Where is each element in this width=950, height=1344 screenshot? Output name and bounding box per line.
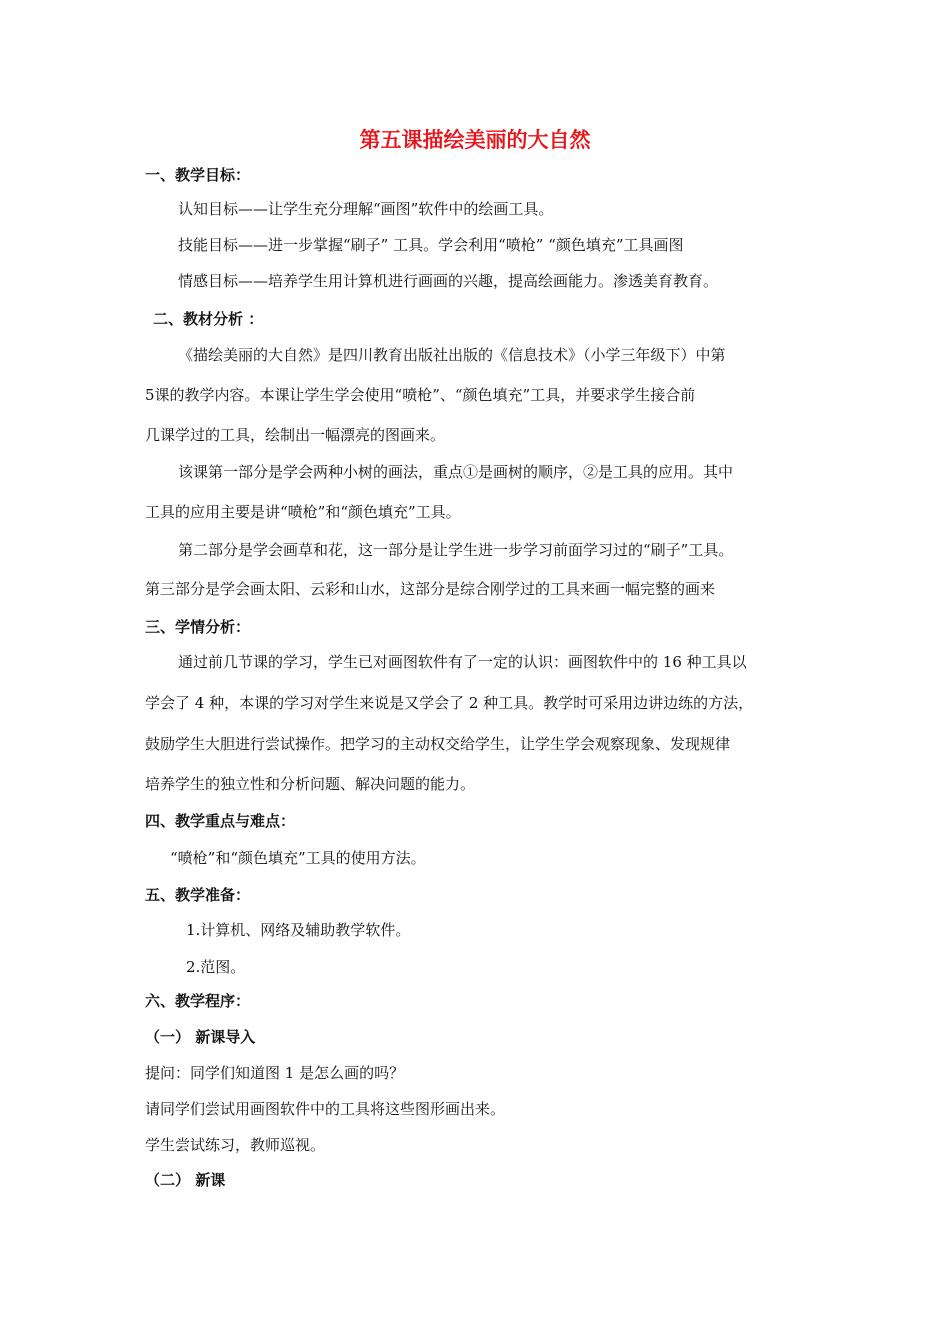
paragraph-line: 5课的教学内容。本课让学生学会使用“喷枪”、“颜色填充”工具，并要求学生接合前 <box>145 386 696 404</box>
paragraph-line: 通过前几节课的学习，学生已对画图软件有了一定的认识：画图软件中的 16 种工具以 <box>178 653 747 671</box>
section-heading-key-points: 四、教学重点与难点： <box>145 812 296 830</box>
paragraph-line: 学会了 4 种，本课的学习对学生来说是又学会了 2 种工具。教学时可采用边讲边练的方法， <box>145 694 754 712</box>
paragraph-line: 几课学过的工具，绘制出一幅漂亮的图画来。 <box>145 426 446 444</box>
paragraph-line: 《描绘美丽的大自然》是四川教育出版社出版的《信息技术》（小学三年级下）中第 <box>178 346 726 364</box>
paragraph-line: “喷枪”和“颜色填充”工具的使用方法。 <box>170 849 426 867</box>
section-heading-objectives: 一、教学目标： <box>145 166 251 184</box>
paragraph-line: 提问：同学们知道图 1 是怎么画的吗？ <box>145 1064 405 1082</box>
paragraph-line: 情感目标——培养学生用计算机进行画画的兴趣，提高绘画能力。渗透美育教育。 <box>178 272 719 290</box>
paragraph-line: 认知目标——让学生充分理解“画图”软件中的绘画工具。 <box>178 200 554 218</box>
subsection-heading-new-lesson: （二） 新课 <box>145 1171 226 1189</box>
paragraph-line: 学生尝试练习，教师巡视。 <box>145 1136 326 1154</box>
section-heading-material-analysis: 二、教材分析 ： <box>153 310 264 328</box>
list-item: 1.计算机、网络及辅助教学软件。 <box>186 921 411 939</box>
section-heading-preparation: 五、教学准备： <box>145 886 251 904</box>
subsection-heading-intro: （一） 新课导入 <box>145 1028 256 1046</box>
page-title: 第五课描绘美丽的大自然 <box>359 128 591 152</box>
paragraph-line: 培养学生的独立性和分析问题、解决问题的能力。 <box>145 775 476 793</box>
paragraph-line: 第二部分是学会画草和花，这一部分是让学生进一步学习前面学习过的“刷子”工具。 <box>178 541 734 559</box>
paragraph-line: 工具的应用主要是讲“喷枪”和“颜色填充”工具。 <box>145 503 461 521</box>
paragraph-line: 第三部分是学会画太阳、云彩和山水，这部分是综合刚学过的工具来画一幅完整的画来 <box>145 580 716 598</box>
list-item: 2.范图。 <box>186 958 246 976</box>
section-heading-learner-analysis: 三、学情分析： <box>145 618 251 636</box>
paragraph-line: 鼓励学生大胆进行尝试操作。把学习的主动权交给学生，让学生学会观察现象、发现规律 <box>145 735 731 753</box>
paragraph-line: 该课第一部分是学会两种小树的画法，重点①是画树的顺序，②是工具的应用。其中 <box>178 463 734 481</box>
paragraph-line: 请同学们尝试用画图软件中的工具将这些图形画出来。 <box>145 1100 506 1118</box>
paragraph-line: 技能目标——进一步掌握“刷子” 工具。学会利用“喷枪” “颜色填充”工具画图 <box>178 236 684 254</box>
section-heading-procedure: 六、教学程序： <box>145 992 251 1010</box>
